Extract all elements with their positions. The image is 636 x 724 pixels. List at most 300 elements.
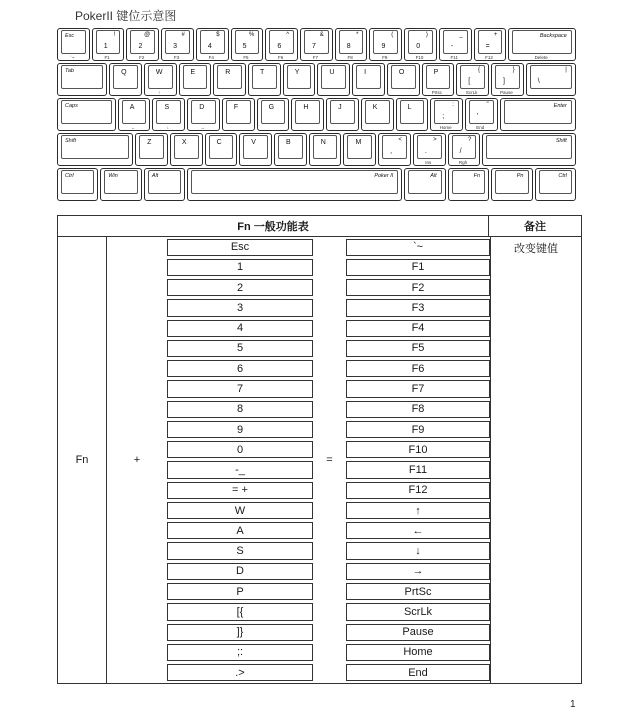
key-slot-14 [167, 500, 313, 520]
plus-label: + [133, 454, 141, 466]
key-v [239, 133, 272, 166]
key-label: Shift [555, 138, 567, 144]
keyboard-row-1 [57, 28, 578, 61]
keycap-top [452, 135, 477, 159]
key-label: Enter [553, 103, 567, 109]
key-x [170, 133, 203, 166]
key-slot-13 [167, 480, 313, 500]
keycap-top [304, 30, 329, 54]
key-cell: 2 [167, 279, 313, 296]
key-label: Alt [430, 173, 437, 179]
page-number: 1 [570, 699, 576, 710]
remark-header: 备注 [524, 221, 546, 233]
key-cell: -_ [167, 461, 313, 478]
key-label: U [329, 69, 335, 76]
keycap-top [226, 100, 251, 124]
table-title: Fn 一般功能表 [58, 216, 489, 236]
key-front-label: F8 [347, 55, 353, 60]
keycap-top [452, 170, 485, 194]
key-pn [491, 168, 532, 201]
keycap-top [209, 135, 234, 159]
key-shift-label: _ [459, 32, 463, 38]
keycap-top [243, 135, 268, 159]
key-slot-5 [167, 318, 313, 338]
key-slot-11 [167, 440, 313, 460]
result-cell: PrtSc [346, 583, 490, 600]
key-front-label: F10 [415, 55, 424, 60]
key-y [283, 63, 316, 96]
key-minus [439, 28, 472, 61]
table-header-row [58, 216, 581, 237]
key-label: J [338, 104, 342, 111]
key-label: Shift [65, 138, 77, 144]
key-front-label: F6 [278, 55, 284, 60]
key-c [205, 133, 238, 166]
key-9 [369, 28, 402, 61]
result-cell: → [346, 563, 490, 580]
key-alt-left [144, 168, 185, 201]
result-slot-14 [346, 500, 490, 520]
keycap-top [478, 30, 503, 54]
keycap-top [408, 170, 441, 194]
key-6 [265, 28, 298, 61]
keycap-top [408, 30, 433, 54]
result-cell: F3 [346, 299, 490, 316]
key-slot-2 [167, 257, 313, 277]
page-title: PokerII 键位示意图 [75, 9, 177, 23]
result-slot-12 [346, 460, 490, 480]
key-n [309, 133, 342, 166]
key-slot-15 [167, 521, 313, 541]
key-shift-right [482, 133, 576, 166]
key-space [187, 168, 402, 201]
key-front-label: ↓ [166, 125, 169, 130]
result-cell: F4 [346, 320, 490, 337]
key-slot-8 [167, 379, 313, 399]
key-d [187, 98, 220, 131]
keycap-top [183, 65, 208, 89]
key-label: Q [121, 69, 127, 76]
key-slot-4 [167, 298, 313, 318]
key-shift-label: } [512, 67, 515, 73]
key-cell: S [167, 542, 313, 559]
keycap-top [96, 30, 121, 54]
key-comma [378, 133, 411, 166]
result-slot-16 [346, 541, 490, 561]
key-front-label: F4 [208, 55, 214, 60]
result-slot-2 [346, 257, 490, 277]
keycap-top [269, 30, 294, 54]
result-slot-22 [346, 663, 490, 683]
keycap-top [191, 100, 216, 124]
key-label: C [216, 139, 222, 146]
keycap-top [339, 30, 364, 54]
key-label: P [433, 69, 439, 76]
key-cell: 3 [167, 299, 313, 316]
key-label: T [259, 69, 265, 76]
result-cell: Home [346, 644, 490, 661]
key-period [413, 133, 446, 166]
result-cell: ScrLk [346, 603, 490, 620]
key-label: [ [468, 78, 471, 85]
keycap-top [174, 135, 199, 159]
key-q [109, 63, 142, 96]
key-label: / [459, 148, 462, 155]
keycap-top [148, 65, 173, 89]
key-label: M [355, 139, 362, 146]
key-label: O [398, 69, 405, 76]
keycap-top [61, 30, 86, 54]
key-5 [231, 28, 264, 61]
keycap-top [200, 30, 225, 54]
key-equals [474, 28, 507, 61]
keycap-top [156, 100, 181, 124]
key-a [118, 98, 151, 131]
result-slot-4 [346, 298, 490, 318]
key-label: 9 [381, 43, 386, 50]
result-cell: F9 [346, 421, 490, 438]
result-cell: F6 [346, 360, 490, 377]
key-cell: P [167, 583, 313, 600]
key-cell: 1 [167, 259, 313, 276]
key-cell: 0 [167, 441, 313, 458]
key-label: R [225, 69, 231, 76]
keycap-top [261, 100, 286, 124]
result-cell: F10 [346, 441, 490, 458]
key-slot-9 [167, 399, 313, 419]
key-slot-3 [167, 278, 313, 298]
key-ctrl-left [57, 168, 98, 201]
result-slot-13 [346, 480, 490, 500]
key-label: 7 [312, 43, 316, 50]
result-slot-5 [346, 318, 490, 338]
keycap-top [313, 135, 338, 159]
key-shift-label: > [433, 137, 437, 143]
keycap-top [113, 65, 138, 89]
key-z [135, 133, 168, 166]
key-front-label: → [200, 125, 205, 130]
key-1 [92, 28, 125, 61]
key-label: - [450, 43, 454, 50]
key-g [257, 98, 290, 131]
result-slot-17 [346, 561, 490, 581]
key-label: Tab [65, 68, 74, 74]
key-tab [57, 63, 107, 96]
key-j [326, 98, 359, 131]
key-slot-21 [167, 642, 313, 662]
keycap-top [130, 30, 155, 54]
key-cell: 4 [167, 320, 313, 337]
key-0 [404, 28, 437, 61]
key-front-label: Delete [534, 55, 548, 60]
key-front-label: F5 [243, 55, 249, 60]
key-label: Ctrl [65, 173, 74, 179]
result-slot-7 [346, 359, 490, 379]
key-shift-label: % [248, 32, 255, 38]
key-slot-6 [167, 338, 313, 358]
key-shift-label: ^ [286, 32, 290, 38]
key-cell: Esc [167, 239, 313, 256]
key-label: A [129, 104, 135, 111]
key-shift-label: * [356, 32, 359, 38]
key-label: H [303, 104, 309, 111]
keycap-top [539, 170, 572, 194]
keycap-top [330, 100, 355, 124]
key-front-label: Home [439, 125, 452, 130]
key-cell: 5 [167, 340, 313, 357]
result-slot-21 [346, 642, 490, 662]
equals-column [313, 237, 346, 683]
equals-label: = [326, 454, 333, 466]
keycap-top [400, 100, 425, 124]
key-caps [57, 98, 116, 131]
key-cell: 8 [167, 401, 313, 418]
key-label: S [164, 104, 170, 111]
keyboard-row-4 [57, 133, 578, 166]
key-cell: D [167, 563, 313, 580]
keycap-top [504, 100, 572, 124]
key-shift-label: < [398, 137, 402, 143]
keycap-top [365, 100, 390, 124]
result-cell: ↑ [346, 502, 490, 519]
result-cell: F2 [346, 279, 490, 296]
keycap-top [495, 65, 520, 89]
keycap-top [61, 135, 129, 159]
result-slot-10 [346, 419, 490, 439]
keycap-top [104, 170, 137, 194]
result-column [346, 237, 490, 683]
key-front-label: F12 [485, 55, 493, 60]
keycap-top [61, 170, 94, 194]
keycap-top [287, 65, 312, 89]
key-front-label: ← [130, 125, 136, 130]
key-label: . [424, 148, 427, 155]
keycap-top [373, 30, 398, 54]
key-h [291, 98, 324, 131]
key-w [144, 63, 177, 96]
key-label: I [364, 69, 367, 76]
keycap-top [148, 170, 181, 194]
keycap-top [278, 135, 303, 159]
keycap-top [460, 65, 485, 89]
key-cell: ;: [167, 644, 313, 661]
fn-column [58, 237, 107, 683]
key-m [343, 133, 376, 166]
keycap-top [61, 100, 112, 124]
key-slot-1 [167, 237, 313, 257]
keycap-top [61, 65, 103, 89]
key-shift-label: ! [113, 32, 116, 38]
key-front-label: ScrLk [465, 90, 478, 95]
key-cell: [{ [167, 603, 313, 620]
key-shift-label: ( [391, 32, 394, 38]
keycap-top [495, 170, 528, 194]
key-label: ' [476, 113, 479, 120]
result-slot-11 [346, 440, 490, 460]
result-slot-1 [346, 237, 490, 257]
key-fn [448, 168, 489, 201]
result-cell: F8 [346, 401, 490, 418]
result-cell: ← [346, 522, 490, 539]
result-cell: ↓ [346, 542, 490, 559]
key-u [317, 63, 350, 96]
key-cell: .> [167, 664, 313, 681]
result-slot-20 [346, 622, 490, 642]
key-f [222, 98, 255, 131]
key-s [152, 98, 185, 131]
remark-value: 改变键值 [514, 243, 558, 255]
key-front-label: Prtsc [431, 90, 443, 95]
plus-column [107, 237, 167, 683]
key-slot-16 [167, 541, 313, 561]
key-label: Win [108, 173, 118, 179]
keycap-top [191, 170, 398, 194]
key-label: Esc [65, 33, 75, 39]
key-t [248, 63, 281, 96]
key-cell: = + [167, 482, 313, 499]
key-label: W [155, 69, 163, 76]
key-label: E [190, 69, 196, 76]
keycap-top [217, 65, 242, 89]
key-column [167, 237, 313, 683]
key-front-label: F9 [382, 55, 388, 60]
result-cell: F1 [346, 259, 490, 276]
key-slot-22 [167, 663, 313, 683]
key-slot-12 [167, 460, 313, 480]
keycap-top [321, 65, 346, 89]
key-label: Backspace [539, 33, 567, 39]
key-shift-left [57, 133, 133, 166]
key-label: N [320, 139, 326, 146]
result-slot-19 [346, 602, 490, 622]
key-4 [196, 28, 229, 61]
key-front-label: `~ [70, 55, 75, 60]
key-shift-label: : [452, 102, 454, 108]
key-ctrl-right [535, 168, 576, 201]
key-label: X [181, 139, 187, 146]
fn-function-table [57, 215, 582, 684]
key-label: Caps [65, 103, 78, 109]
key-label: Ctrl [558, 173, 567, 179]
key-slot-7 [167, 359, 313, 379]
remark-column [490, 237, 581, 683]
result-cell: F5 [346, 340, 490, 357]
key-shift-label: & [319, 32, 324, 38]
result-slot-6 [346, 338, 490, 358]
key-label: 3 [173, 43, 178, 50]
table-body [58, 237, 581, 683]
keycap-top [417, 135, 442, 159]
key-shift-label: " [486, 102, 489, 108]
key-label: 0 [416, 43, 421, 50]
key-2 [126, 28, 159, 61]
key-label: ; [442, 113, 445, 120]
key-front-label: F1 [104, 55, 110, 60]
key-label: Pn [516, 173, 524, 179]
result-slot-15 [346, 521, 490, 541]
keyboard-row-5 [57, 168, 578, 201]
keycap-top [426, 65, 451, 89]
key-slash [448, 133, 481, 166]
key-label: \ [537, 78, 540, 85]
key-slot-18 [167, 582, 313, 602]
key-cell: A [167, 522, 313, 539]
key-front-label: F2 [139, 55, 145, 60]
key-7 [300, 28, 333, 61]
key-label: 6 [277, 43, 282, 50]
result-cell: `~ [346, 239, 490, 256]
key-semicolon [430, 98, 463, 131]
key-cell: 6 [167, 360, 313, 377]
result-cell: F12 [346, 482, 490, 499]
key-label: 5 [242, 43, 247, 50]
keycap-top [356, 65, 381, 89]
keycap-top [391, 65, 416, 89]
key-label: 4 [207, 43, 212, 50]
keycap-top [486, 135, 572, 159]
key-label: Y [294, 69, 300, 76]
keycap-top [512, 30, 571, 54]
key-label: Z [147, 139, 152, 146]
keycap-top [165, 30, 190, 54]
key-slot-17 [167, 561, 313, 581]
keycap-top [295, 100, 320, 124]
key-shift-label: + [493, 32, 498, 38]
keycap-top [139, 135, 164, 159]
result-cell: F7 [346, 380, 490, 397]
key-label: 8 [346, 43, 351, 50]
key-label: V [251, 139, 256, 146]
key-shift-label: # [181, 32, 185, 38]
keyboard-row-3 [57, 98, 578, 131]
fn-label: Fn [75, 454, 89, 466]
keycap-top [122, 100, 147, 124]
key-shift-label: | [565, 67, 567, 73]
key-i [352, 63, 385, 96]
key-label: Poker II [374, 173, 394, 179]
key-label: F [233, 104, 239, 111]
keycap-top [469, 100, 494, 124]
key-backslash [526, 63, 576, 96]
key-cell: ]} [167, 624, 313, 641]
key-o [387, 63, 420, 96]
key-label: ] [503, 78, 505, 85]
key-front-label: F3 [173, 55, 180, 60]
key-label: = [485, 43, 490, 50]
key-front-label: F7 [312, 55, 319, 60]
result-slot-3 [346, 278, 490, 298]
key-front-label: ↑ [158, 90, 161, 95]
key-8 [335, 28, 368, 61]
result-cell: F11 [346, 461, 490, 478]
result-slot-18 [346, 582, 490, 602]
key-b [274, 133, 307, 166]
key-slot-20 [167, 622, 313, 642]
keycap-top [434, 100, 459, 124]
key-quote [465, 98, 498, 131]
key-cell: W [167, 502, 313, 519]
key-alt-right [404, 168, 445, 201]
key-win [100, 168, 141, 201]
key-e [179, 63, 212, 96]
key-label: G [268, 104, 275, 111]
result-cell: Pause [346, 624, 490, 641]
key-bracket-close [491, 63, 524, 96]
key-r [213, 63, 246, 96]
key-label: , [390, 148, 393, 155]
keycap-top [252, 65, 277, 89]
key-front-label: Ins [425, 160, 432, 165]
